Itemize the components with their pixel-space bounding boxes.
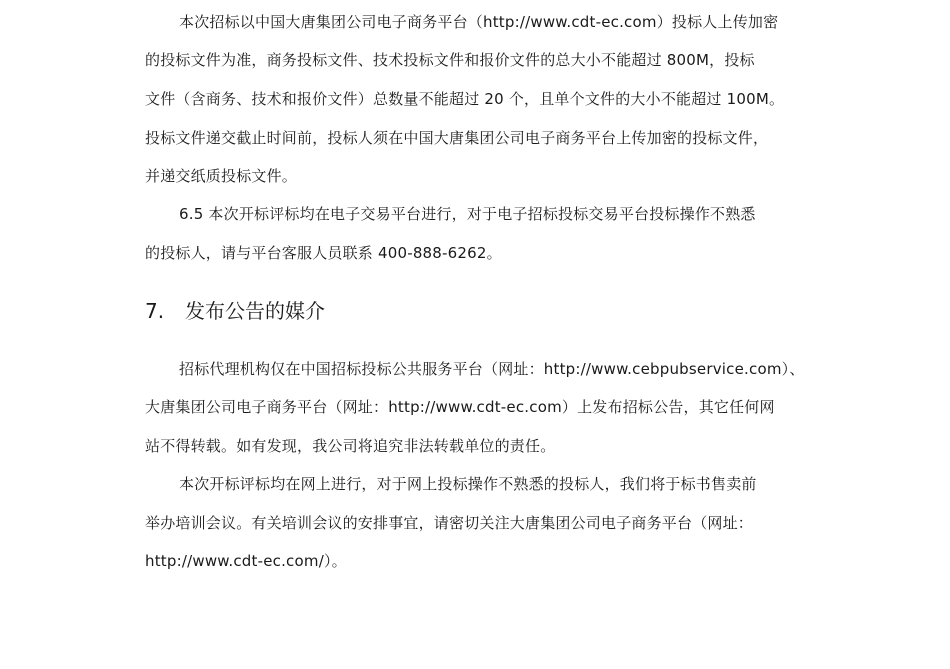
paragraph-line: http://www.cdt-ec.com/）。 [145,552,347,570]
paragraph-line: 6.5 本次开标评标均在电子交易平台进行，对于电子招标投标交易平台投标操作不熟悉 [179,205,756,223]
paragraph-line: 并递交纸质投标文件。 [145,167,298,185]
paragraph-line: 的投标文件为准，商务投标文件、技术投标文件和报价文件的总大小不能超过 800M，投标 [145,51,755,69]
section-number: 7. [145,299,165,323]
paragraph-line: 本次开标评标均在网上进行，对于网上投标操作不熟悉的投标人，我们将于标书售卖前 [179,475,757,493]
section-title: 发布公告的媒介 [185,299,325,323]
paragraph-line: 本次招标以中国大唐集团公司电子商务平台（http://www.cdt-ec.com）投标人上传加密 [179,13,779,31]
paragraph-line: 大唐集团公司电子商务平台（网址：http://www.cdt-ec.com）上发布招标公告，其它任何网 [145,398,775,416]
paragraph-line: 投标文件递交截止时间前，投标人须在中国大唐集团公司电子商务平台上传加密的投标文件， [145,129,769,147]
paragraph-line: 文件（含商务、技术和报价文件）总数量不能超过 20 个，且单个文件的大小不能超过 100M。 [145,90,785,108]
section-heading [145,298,325,324]
paragraph-line: 的投标人，请与平台客服人员联系 400-888-6262。 [145,244,502,262]
paragraph-line: 站不得转载。如有发现，我公司将追究非法转载单位的责任。 [145,437,556,455]
paragraph-line: 举办培训会议。有关培训会议的安排事宜，请密切关注大唐集团公司电子商务平台（网址： [145,514,754,532]
paragraph-line: 招标代理机构仅在中国招标投标公共服务平台（网址：http://www.cebpubservice.com）、 [179,360,805,378]
